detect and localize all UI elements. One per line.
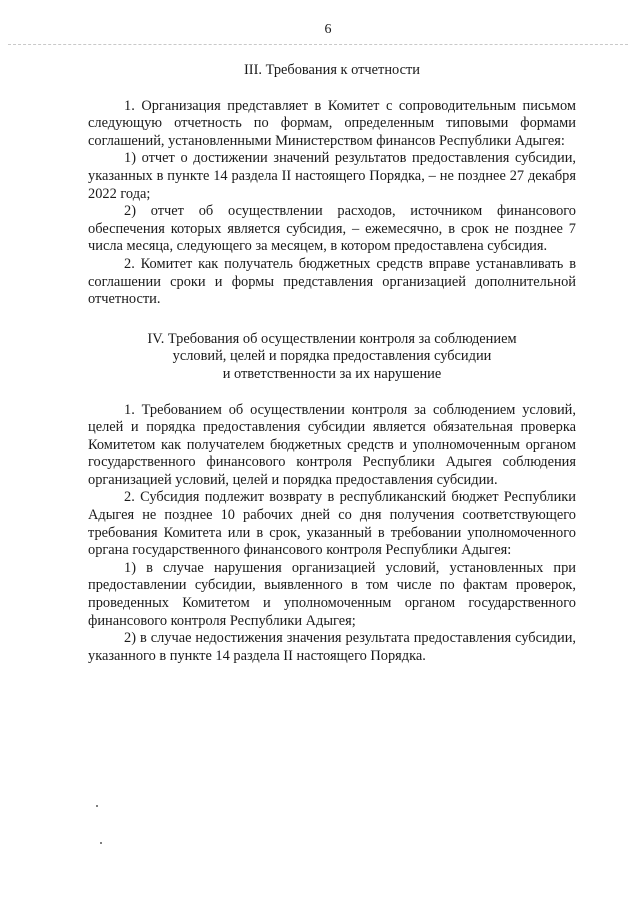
section-4-paragraph-1: 1. Требованием об осуществлении контроля за соблюдением условий, целей и порядка предоставления субсидии является обязательная проверка Комитетом как получателем бюджетных средств и уполномоченным органом государственного финансового контроля Республики Адыгея соблюдения организацией условий, целей и порядка предоставления субсидии. (88, 401, 576, 488)
document-body (88, 62, 576, 665)
section-4-title-line-1: IV. Требования об осуществлении контроля за соблюдением (147, 330, 517, 347)
section-4-paragraph-3: 1) в случае нарушения организацией условий, установленных при предоставлении субсидии, выявленного в том числе по фактам проверок, проведенных Комитетом и уполномоченным органом государственного финансового контроля Республики Адыгея; (88, 559, 576, 629)
section-3-paragraph-3: 2) отчет об осуществлении расходов, источником финансового обеспечения которых является субсидия, – ежемесячно, в срок не позднее 7 числа месяца, следующего за месяцем, в котором предоставлена субсидия. (88, 203, 576, 255)
scan-speck (100, 842, 102, 844)
section-3-paragraph-1: 1. Организация представляет в Комитет с сопроводительным письмом следующую отчетность по формам, определенным типовыми формами соглашений, установленными Министерством финансов Республики Адыгея: (88, 97, 576, 149)
scan-speck (96, 805, 98, 807)
scan-artifact-line (8, 44, 628, 45)
section-3-paragraph-2: 1) отчет о достижении значений результатов предоставления субсидии, указанных в пункте 14 раздела II настоящего Порядка, – не позднее 27 декабря 2022 года; (88, 150, 576, 202)
page-number: 6 (324, 22, 332, 37)
section-4-title-line-2: условий, целей и порядка предоставления субсидии (172, 348, 492, 365)
section-4-title (88, 331, 576, 384)
section-4-paragraph-2: 2. Субсидия подлежит возврату в республиканский бюджет Республики Адыгея не позднее 10 рабочих дней со дня получения соответствующего требования Комитета или в срок, указанный в требовании уполномоченного органа государственного финансового контроля Республики Адыгея: (88, 489, 576, 559)
section-3-paragraph-4: 2. Комитет как получатель бюджетных средств вправе устанавливать в соглашении сроки и формы представления организацией дополнительной отчетности. (88, 255, 576, 308)
section-3-title: III. Требования к отчетности (244, 62, 420, 78)
section-4-title-line-3: и ответственности за их нарушение (222, 365, 442, 382)
section-4-paragraph-4: 2) в случае недостижения значения результата предоставления субсидии, указанного в пункте 14 раздела II настоящего Порядка. (88, 630, 576, 664)
